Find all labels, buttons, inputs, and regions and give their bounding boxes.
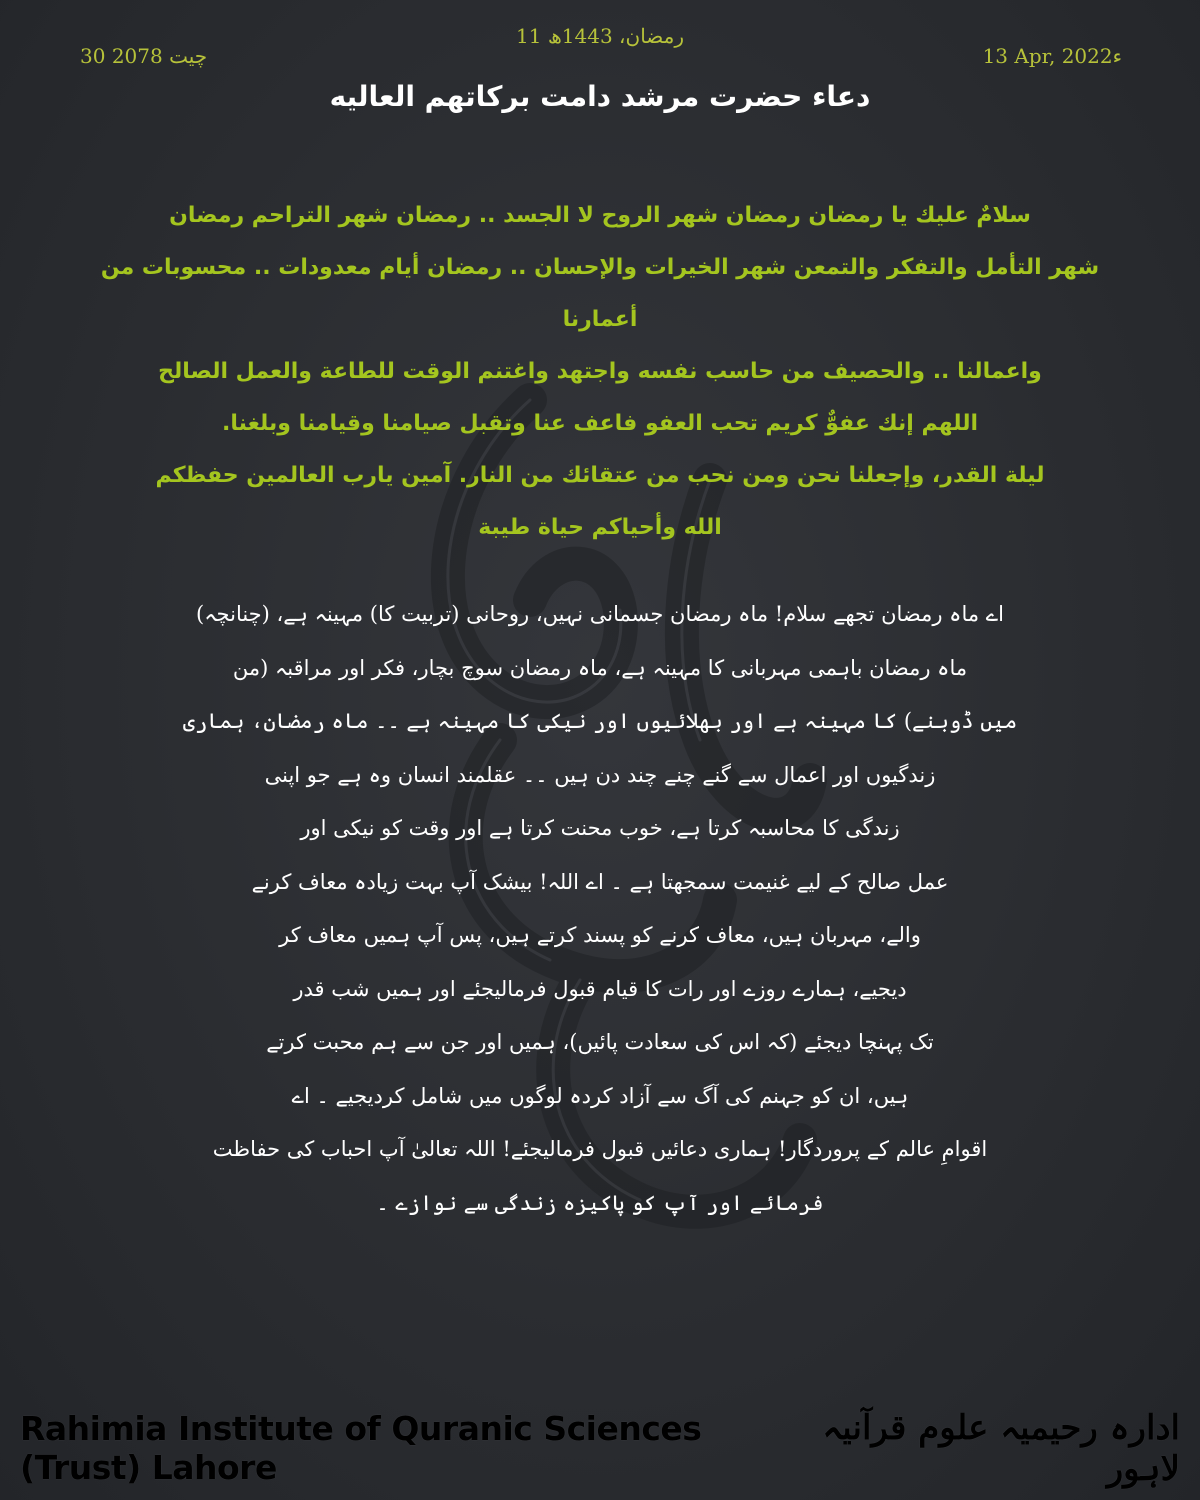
arabic-line: سلامٌ عليك يا رمضان رمضان شهر الروح لا الجسد .. رمضان شهر التراحم رمضان (169, 203, 1031, 228)
arabic-line: ليلة القدر، وإجعلنا نحن ومن نحب من عتقائك من النار. آمين يارب العالمين حفظكم (155, 463, 1045, 488)
urdu-line: دیجیے، ہمارے روزے اور رات کا قیام قبول فرمالیجئے اور ہمیں شب قدر (293, 976, 907, 1001)
urdu-line: اقوامِ عالم کے پروردگار! ہماری دعائیں قبول فرمالیجئے! اللہ تعالیٰ آپ احباب کی حفاظت (212, 1137, 988, 1161)
urdu-line: میں ڈوبنے) کا مہینہ ہے اور بھلائیوں اور نیکی کا مہینہ ہے ۔۔ ماہ رمضان، ہماری (182, 709, 1018, 733)
institute-name-urdu: ادارہ رحیمیہ علوم قرآنیہ لاہور (822, 1408, 1180, 1489)
arabic-line: شهر التأمل والتفكر والتمعن شهر الخيرات والإحسان .. رمضان أيام معدودات .. محسوبات من أعمارنا (100, 255, 1100, 332)
urdu-line: تک پہنچا دیجئے (کہ اس کی سعادت پائیں)، ہمیں اور جن سے ہم محبت کرتے (266, 1030, 934, 1054)
arabic-line: واعمالنا .. والحصيف من حاسب نفسه واجتهد واغتنم الوقت للطاعة والعمل الصالح (158, 359, 1042, 384)
date-bikrami: 30 چیت 2078 (80, 44, 208, 68)
urdu-line: اے ماہ رمضان تجھے سلام! ماہ رمضان جسمانی نہیں، روحانی (تربیت کا) مہینہ ہے، (چنانچہ) (196, 602, 1004, 626)
urdu-line: زندگی کا محاسبہ کرتا ہے، خوب محنت کرتا ہے اور وقت کو نیکی اور (300, 816, 900, 840)
arabic-line: الله وأحياكم حياة طيبة (478, 515, 722, 540)
urdu-line: والے، مہربان ہیں، معاف کرنے کو پسند کرتے ہیں، پس آپ ہمیں معاف کر (279, 923, 921, 947)
urdu-line: عمل صالح کے لیے غنیمت سمجھتا ہے ۔ اے اللہ! بیشک آپ بہت زیادہ معاف کرنے (251, 869, 949, 894)
arabic-prayer (90, 190, 1110, 554)
urdu-line: ماہ رمضان باہمی مہربانی کا مہینہ ہے، ماہ رمضان سوچ بچار، فکر اور مراقبہ (من (232, 655, 968, 680)
urdu-line: ہیں، ان کو جہنم کی آگ سے آزاد کردہ لوگوں میں شامل کردیجیے ۔ اے (291, 1083, 909, 1108)
urdu-translation (170, 588, 1030, 1230)
arabic-line: اللهم إنك عفوٌّ كريم تحب العفو فاعف عنا وتقبل صيامنا وقيامنا وبلغنا. (221, 411, 979, 436)
page-title: دعاء حضرت مرشد دامت برکاتهم العالیه (329, 80, 871, 113)
date-gregorian: 13 Apr, 2022ء (982, 44, 1122, 68)
footer (20, 1408, 1180, 1488)
urdu-line: فرمائے اور آپ کو پاکیزہ زندگی سے نوازے ۔ (376, 1190, 824, 1215)
date-hijri: 11 رمضان، 1443ھ (516, 24, 684, 48)
urdu-line: زندگیوں اور اعمال سے گنے چنے چند دن ہیں ۔۔ عقلمند انسان وہ ہے جو اپنی (264, 762, 936, 787)
institute-name-english: Rahimia Institute of Quranic Sciences (Trust) Lahore (20, 1409, 702, 1487)
